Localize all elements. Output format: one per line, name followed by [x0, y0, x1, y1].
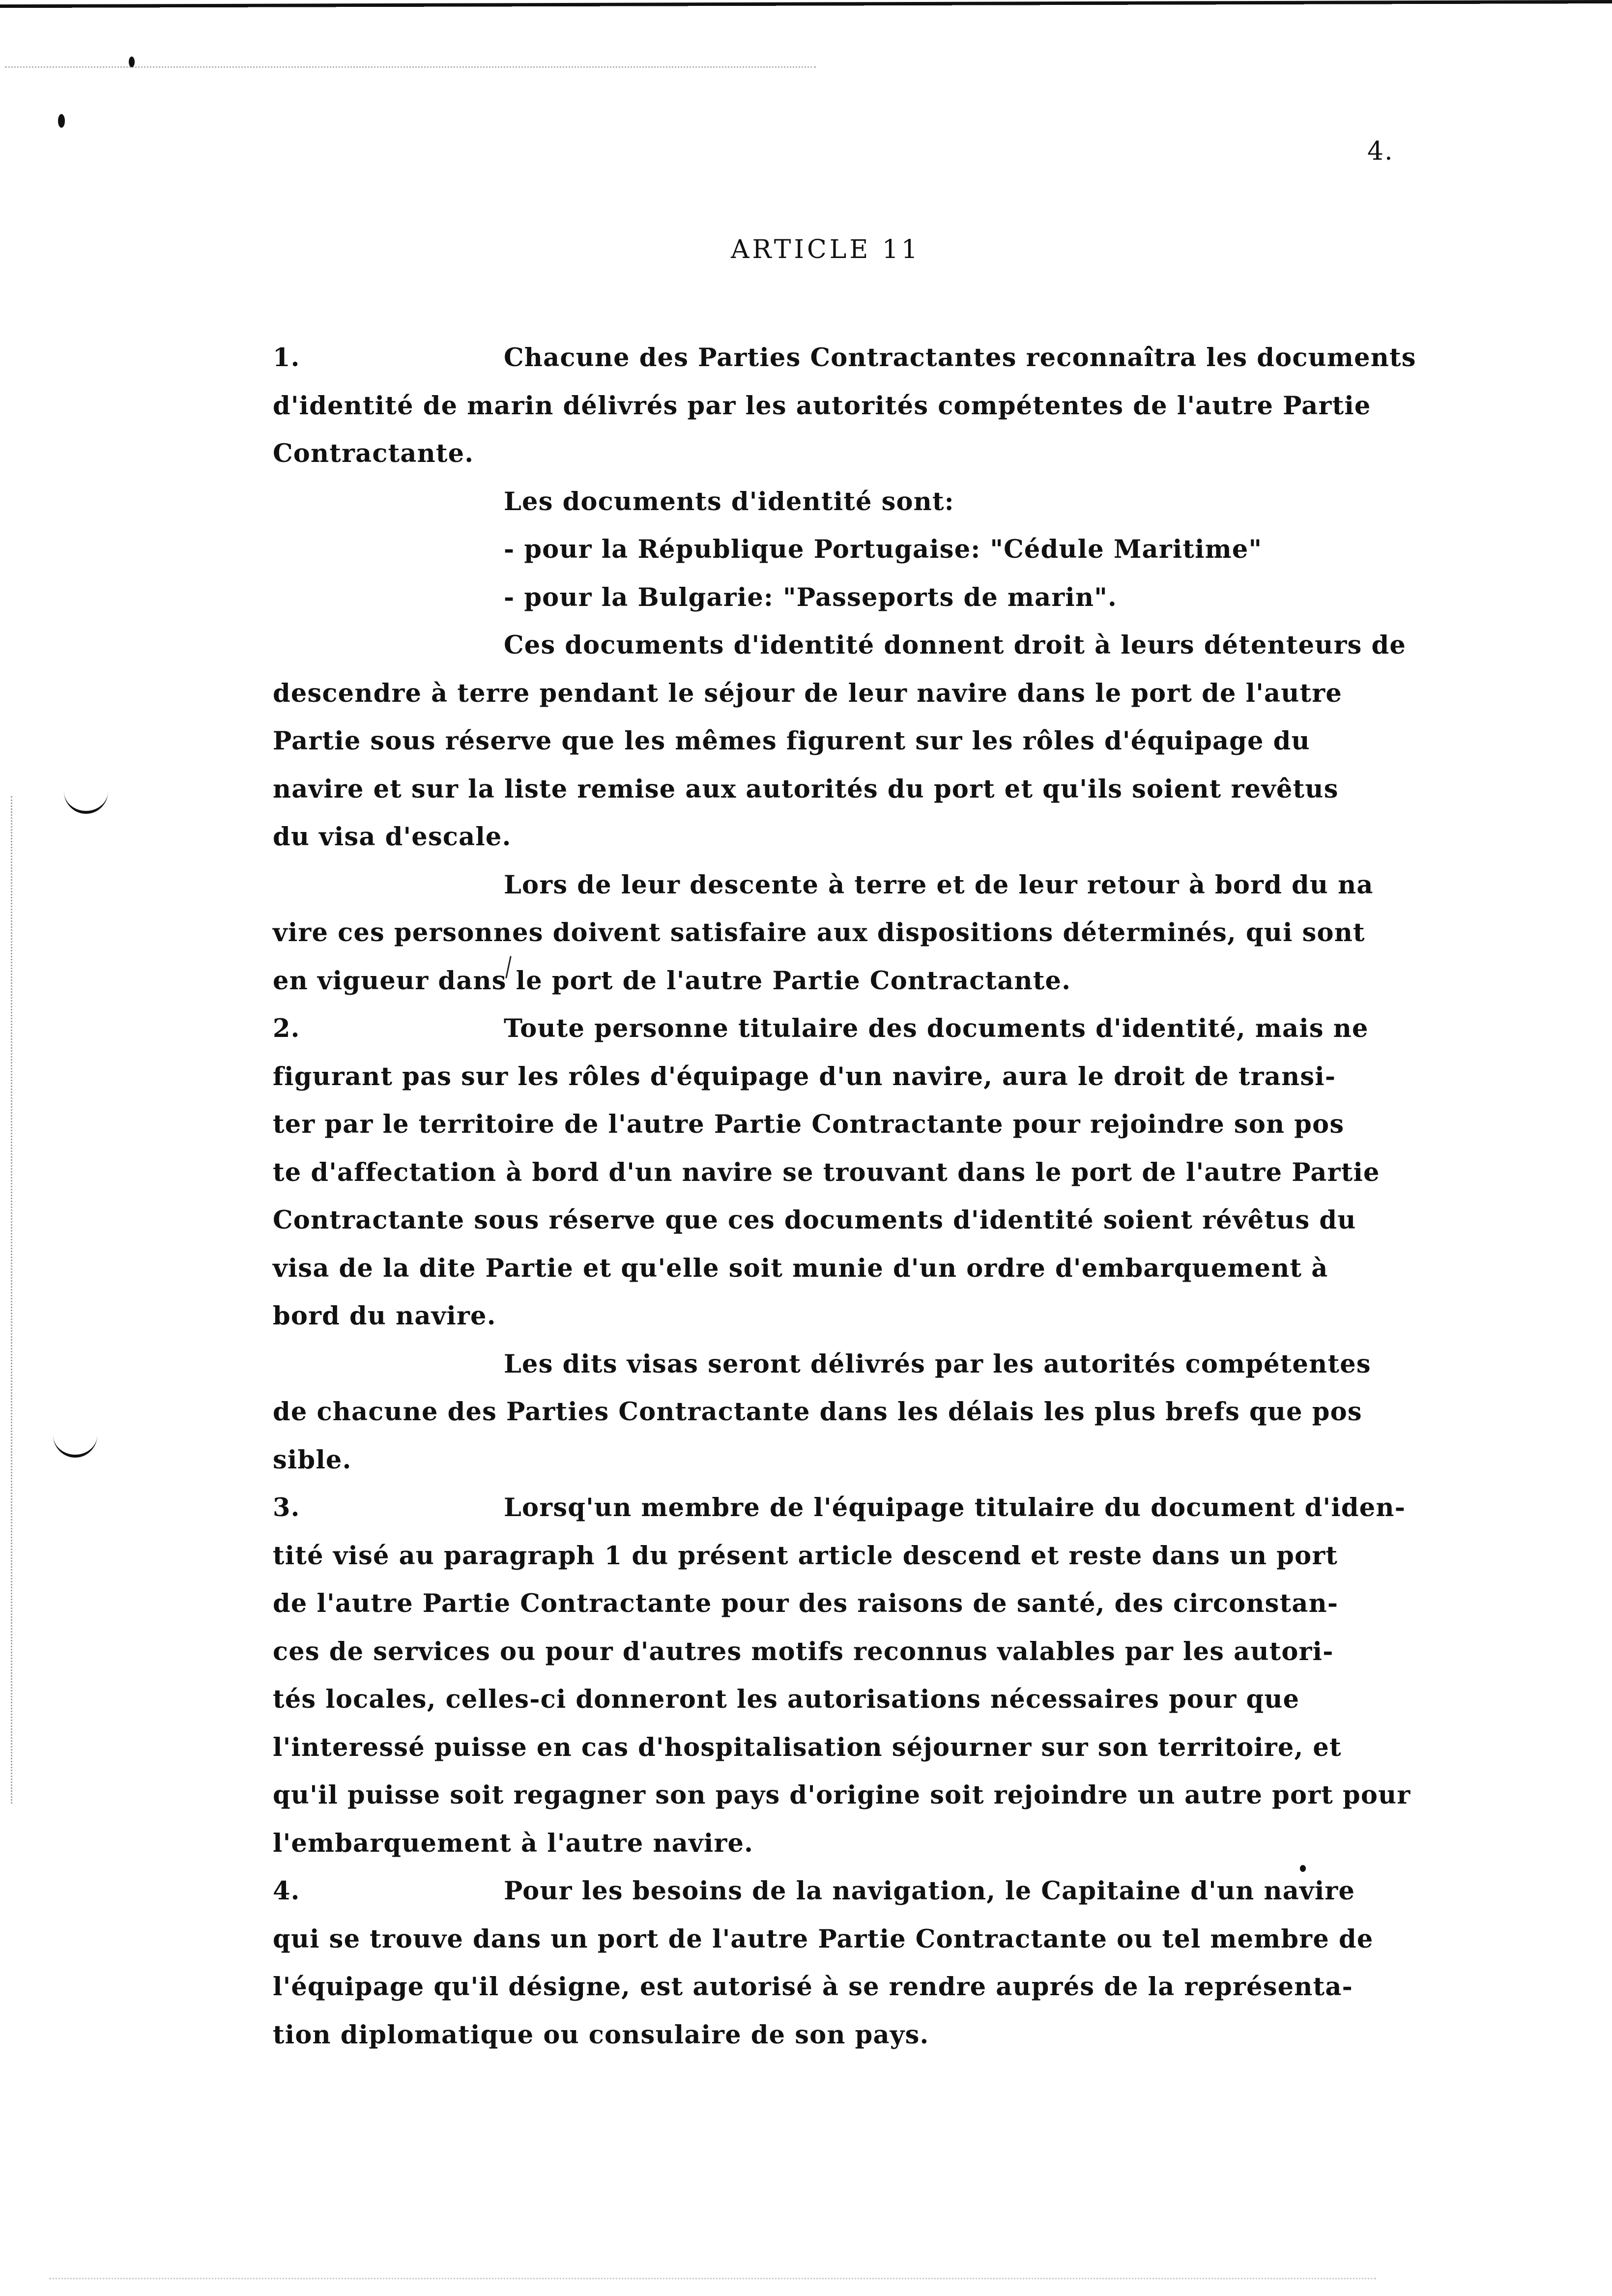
paragraph-1: [273, 334, 1580, 478]
text-line: Partie sous réserve que les mêmes figurent sur les rôles d'équipage du: [273, 726, 1310, 756]
text-line: figurant pas sur les rôles d'équipage d'un navire, aura le droit de transi-: [273, 1062, 1336, 1091]
text-line: bord du navire.: [273, 1301, 496, 1331]
text-line: [273, 1867, 1580, 1916]
text-line: [273, 334, 1580, 382]
paragraph-number: 4.: [273, 1876, 300, 1906]
paragraph-number: 3.: [273, 1493, 300, 1522]
text-line: Les documents d'identité sont:: [504, 487, 954, 517]
punch-hole-mark: [53, 1435, 97, 1458]
text-line: qui se trouve dans un port de l'autre Partie Contractante ou tel membre de: [273, 1924, 1374, 1954]
text-line: l'embarquement à l'autre navire.: [273, 1828, 754, 1858]
text-line: qu'il puisse soit regagner son pays d'origine soit rejoindre un autre port pour: [273, 1780, 1411, 1810]
text-line: [273, 1005, 1580, 1053]
line-text: Chacune des Parties Contractantes reconnaîtra les documents: [504, 343, 1416, 373]
paragraph-shore-leave: [273, 622, 1580, 861]
article-body: [273, 334, 1580, 2059]
text-line: te d'affectation à bord d'un navire se trouvant dans le port de l'autre Partie: [273, 1157, 1380, 1187]
text-line: Contractante sous réserve que ces documents d'identité soient révêtus du: [273, 1205, 1356, 1235]
margin-scan-noise: [11, 796, 12, 1804]
text-line: navire et sur la liste remise aux autorités du port et qu'ils soient revêtus: [273, 774, 1339, 804]
text-line: Ces documents d'identité donnent droit à leurs détenteurs de: [504, 631, 1407, 660]
line-text: Pour les besoins de la navigation, le Capitaine d'un navire: [504, 1876, 1355, 1906]
text-line: descendre à terre pendant le séjour de leur navire dans le port de l'autre: [273, 678, 1343, 708]
punch-hole-mark: [64, 791, 108, 814]
text-line: l'équipage qu'il désigne, est autorisé à se rendre auprés de la représenta-: [273, 1972, 1353, 2002]
text-line: Lors de leur descente à terre et de leur retour à bord du na: [504, 870, 1374, 900]
page-number: 4.: [1367, 137, 1394, 166]
text-line: en vigueur dans le port de l'autre Partie Contractante.: [273, 966, 1071, 996]
text-line: de l'autre Partie Contractante pour des raisons de santé, des circonstan-: [273, 1589, 1339, 1618]
paragraph-3: [273, 1484, 1580, 1867]
identity-documents-list: [273, 478, 1580, 622]
scan-speck: [129, 57, 135, 67]
text-line: l'interessé puisse en cas d'hospitalisation séjourner sur son territoire, et: [273, 1732, 1342, 1762]
text-line: du visa d'escale.: [273, 822, 512, 852]
paragraph-number: 2.: [273, 1014, 300, 1043]
list-item: - pour la Bulgarie: "Passeports de marin".: [504, 582, 1117, 612]
paragraph-number: 1.: [273, 343, 300, 373]
text-line: sible.: [273, 1445, 352, 1475]
paragraph-4: [273, 1867, 1580, 2059]
text-line: vire ces personnes doivent satisfaire aux dispositions déterminés, qui sont: [273, 918, 1365, 947]
text-line: de chacune des Parties Contractante dans les délais les plus brefs que pos: [273, 1397, 1362, 1427]
scan-speck: [58, 114, 65, 128]
text-line: ter par le territoire de l'autre Partie Contractante pour rejoindre son pos: [273, 1110, 1345, 1139]
scan-noise-line-bottom: [49, 2278, 1376, 2279]
text-line: tion diplomatique ou consulaire de son pays.: [273, 2020, 929, 2050]
paragraph-return-aboard: [273, 861, 1580, 1005]
paragraph-2: [273, 1005, 1580, 1341]
line-text: Toute personne titulaire des documents d'identité, mais ne: [504, 1014, 1369, 1043]
text-line: tés locales, celles-ci donneront les autorisations nécessaires pour que: [273, 1685, 1300, 1714]
text-line: visa de la dite Partie et qu'elle soit munie d'un ordre d'embarquement à: [273, 1253, 1328, 1283]
scan-top-edge-shadow: [0, 0, 1612, 10]
text-line: Contractante.: [273, 439, 474, 468]
scan-noise-line: [5, 66, 816, 68]
line-text: Lorsq'un membre de l'équipage titulaire du document d'iden-: [504, 1493, 1406, 1522]
text-line: [273, 1484, 1580, 1532]
paragraph-visas: [273, 1341, 1580, 1485]
article-title: ARTICLE 11: [731, 235, 921, 264]
text-line: ces de services ou pour d'autres motifs reconnus valables par les autori-: [273, 1636, 1334, 1666]
text-line: Les dits visas seront délivrés par les autorités compétentes: [504, 1349, 1371, 1379]
text-line: tité visé au paragraph 1 du présent article descend et reste dans un port: [273, 1541, 1338, 1571]
text-line: d'identité de marin délivrés par les autorités compétentes de l'autre Partie: [273, 391, 1371, 421]
list-item: - pour la République Portugaise: "Cédule Maritime": [504, 535, 1263, 564]
